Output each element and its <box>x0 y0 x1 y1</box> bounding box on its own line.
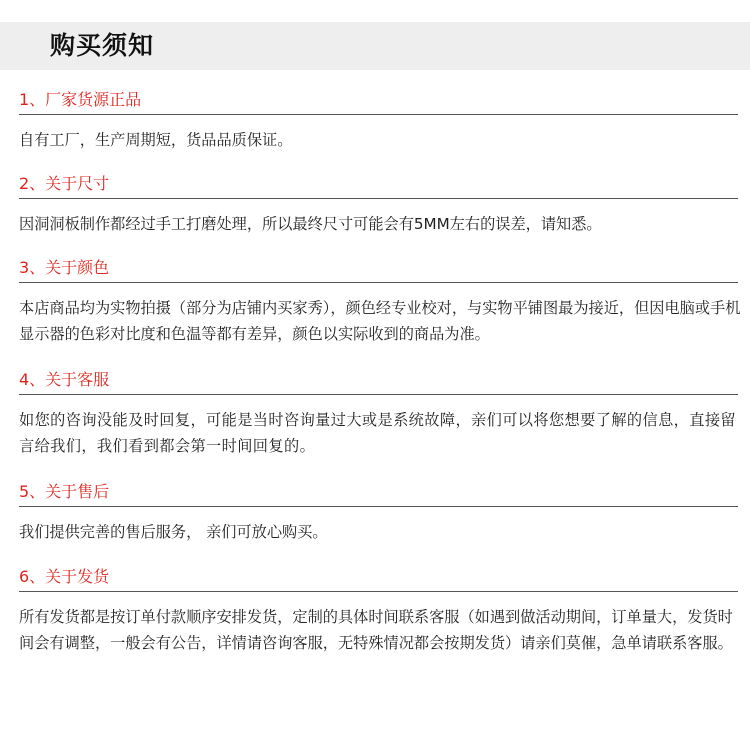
section-divider <box>19 591 738 592</box>
section-heading: 6、关于发货 <box>19 567 110 586</box>
section-body: 因洞洞板制作都经过手工打磨处理，所以最终尺寸可能会有5MM左右的误差，请知悉。 <box>19 215 602 233</box>
section-divider <box>19 282 738 283</box>
section-body: 本店商品均为实物拍摄（部分为店铺内买家秀），颜色经专业校对，与实物平铺图最为接近，但因电脑或手机显示器的色彩对比度和色温等都有差异，颜色以实际收到的商品为准。 <box>19 299 741 343</box>
section-body: 如您的咨询没能及时回复，可能是当时咨询量过大或是系统故障，亲们可以将您想要了解的信息，直接留言给我们，我们看到都会第一时间回复的。 <box>19 411 737 455</box>
section-divider <box>19 198 738 199</box>
section-divider <box>19 506 738 507</box>
section-heading: 5、关于售后 <box>19 482 110 501</box>
section-body: 所有发货都是按订单付款顺序安排发货，定制的具体时间联系客服（如遇到做活动期间，订单量大，发货时间会有调整，一般会有公告，详情请咨询客服，无特殊情况都会按期发货）请亲们莫催，急单请联系客服。 <box>19 608 733 652</box>
section-heading: 1、厂家货源正品 <box>19 90 142 109</box>
section-divider <box>19 114 738 115</box>
section-heading: 2、关于尺寸 <box>19 174 110 193</box>
section-divider <box>19 394 738 395</box>
section-body: 我们提供完善的售后服务， 亲们可放心购买。 <box>19 523 328 541</box>
section-heading: 3、关于颜色 <box>19 258 110 277</box>
section-heading: 4、关于客服 <box>19 370 110 389</box>
section-body: 自有工厂，生产周期短，货品品质保证。 <box>19 131 293 149</box>
page-title: 购买须知 <box>50 31 155 60</box>
